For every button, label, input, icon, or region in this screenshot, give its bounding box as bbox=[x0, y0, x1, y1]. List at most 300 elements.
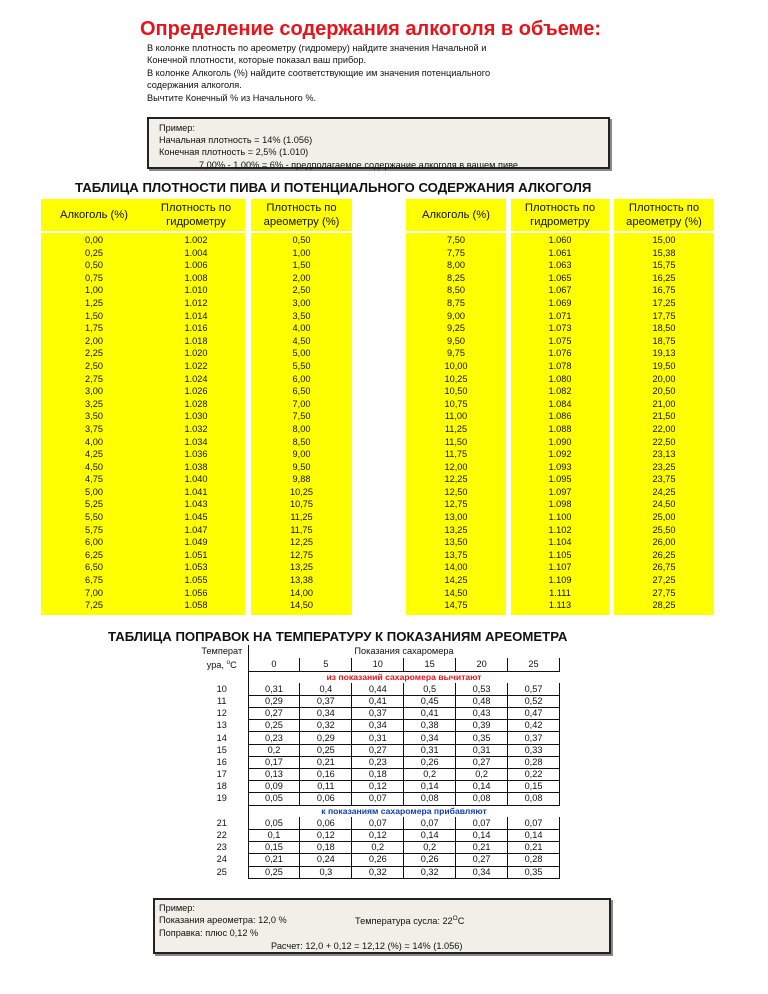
right-areometer-cell: 18,50 bbox=[652, 323, 676, 334]
left-areometer-cell: 1,50 bbox=[292, 260, 311, 271]
left-alcohol-cell: 2,00 bbox=[85, 335, 103, 346]
correction-cell: 0,14 bbox=[508, 829, 560, 841]
correction-cell: 0,2 bbox=[456, 769, 508, 781]
right-hydrometer-cell: 1.102 bbox=[548, 524, 572, 535]
correction-cell: 0,24 bbox=[300, 854, 352, 866]
right-areometer-cell: 22,00 bbox=[652, 423, 676, 434]
temperature-cell: 10 bbox=[196, 683, 248, 695]
right-alcohol-cell: 7,50 bbox=[447, 235, 465, 245]
right-areometer-cell: 15,00 bbox=[652, 235, 676, 245]
left-hydrometer-cell: 1.047 bbox=[184, 524, 208, 535]
right-areometer-cell: 24,25 bbox=[652, 486, 676, 497]
right-hydrometer-cell: 1.065 bbox=[548, 272, 572, 283]
left-areometer-cell: 13,38 bbox=[290, 575, 313, 586]
right-hydrometer-cell: 1.097 bbox=[548, 486, 572, 497]
correction-cell: 0,26 bbox=[404, 854, 456, 866]
left-areometer-cell: 13,25 bbox=[290, 562, 313, 573]
right-alcohol-cell: 11,50 bbox=[444, 436, 468, 447]
example-box-2 bbox=[153, 898, 611, 954]
left-alcohol-cell: 6,00 bbox=[85, 537, 103, 548]
sugar-column-header: 20 bbox=[456, 658, 508, 671]
example2-wort-temp bbox=[355, 915, 464, 926]
right-areometer-cell: 15,38 bbox=[652, 247, 676, 258]
right-alcohol-cell: 9,75 bbox=[447, 348, 465, 359]
intro-line-1: В колонке плотность по ареометру (гидромеру) найдите значения Начальной и bbox=[147, 43, 487, 53]
right-alcohol-cell: 10,25 bbox=[444, 373, 468, 384]
intro-line-2: Конечной плотности, которые показал ваш прибор. bbox=[147, 55, 367, 65]
right-hydrometer-cell: 1.086 bbox=[548, 411, 572, 422]
temperature-cell: 17 bbox=[196, 769, 248, 781]
right-hydrometer-cell: 1.063 bbox=[548, 260, 572, 271]
correction-cell: 0,2 bbox=[352, 842, 404, 854]
right-hydrometer-cell: 1.071 bbox=[548, 310, 572, 321]
correction-cell: 0,34 bbox=[456, 866, 508, 878]
right-hydrometer-cell: 1.082 bbox=[548, 386, 572, 397]
right-alcohol-cell: 9,00 bbox=[447, 310, 465, 321]
left-hydrometer-cell: 1.056 bbox=[184, 587, 208, 598]
right-alcohol-cell: 9,25 bbox=[447, 323, 465, 334]
correction-cell: 0,18 bbox=[352, 769, 404, 781]
example1-final: Конечная плотность = 2,5% (1.010) bbox=[159, 147, 309, 158]
left-alcohol-cell: 3,00 bbox=[85, 386, 103, 397]
correction-cell: 0,34 bbox=[404, 732, 456, 744]
temperature-cell: 19 bbox=[196, 793, 248, 805]
left-areometer-cell: 9,88 bbox=[292, 474, 311, 485]
right-alcohol-cell: 14,50 bbox=[444, 587, 468, 598]
temperature-cell: 15 bbox=[196, 744, 248, 756]
right-hydrometer-cell: 1.067 bbox=[548, 285, 572, 296]
right-areometer-cell: 27,75 bbox=[652, 587, 676, 598]
correction-cell: 0,05 bbox=[248, 793, 300, 805]
left-alcohol-cell: 2,50 bbox=[85, 360, 103, 371]
left-areometer-cell: 2,50 bbox=[292, 285, 311, 296]
left-hydrometer-cell: 1.049 bbox=[184, 537, 208, 548]
left-areometer-cell: 1,00 bbox=[292, 247, 311, 258]
right-areometer-cell: 26,75 bbox=[652, 562, 676, 573]
left-hydrometer-cell: 1.024 bbox=[184, 373, 208, 384]
right-hydrometer-cell: 1.105 bbox=[548, 549, 572, 560]
left-alcohol-cell: 5,25 bbox=[85, 499, 103, 510]
correction-cell: 0,14 bbox=[404, 829, 456, 841]
right-alcohol-cell: 14,00 bbox=[444, 562, 468, 573]
correction-cell: 0,45 bbox=[404, 695, 456, 707]
right-hydrometer-cell: 1.075 bbox=[548, 335, 572, 346]
correction-cell: 0,22 bbox=[508, 769, 560, 781]
right-alcohol-cell: 13,75 bbox=[444, 549, 468, 560]
temperature-table-title: ТАБЛИЦА ПОПРАВОК НА ТЕМПЕРАТУРУ К ПОКАЗАНИЯМ АРЕОМЕТРА bbox=[108, 629, 568, 644]
correction-cell: 0,31 bbox=[352, 732, 404, 744]
left-areometer-cell: 11,25 bbox=[290, 512, 313, 523]
header-hydrometer-left-l2: гидрометру bbox=[166, 216, 226, 228]
left-hydrometer-cell: 1.016 bbox=[184, 323, 208, 334]
correction-cell: 0,11 bbox=[300, 781, 352, 793]
correction-cell: 0,27 bbox=[456, 756, 508, 768]
left-hydrometer-cell: 1.006 bbox=[184, 260, 208, 271]
temperature-cell: 25 bbox=[196, 866, 248, 878]
left-hydrometer-cell: 1.018 bbox=[184, 335, 208, 346]
intro-line-5: Вычтите Конечный % из Начального %. bbox=[147, 93, 317, 103]
right-areometer-cell: 17,25 bbox=[652, 297, 676, 308]
left-alcohol-cell: 5,00 bbox=[85, 486, 103, 497]
left-areometer-cell: 7,50 bbox=[292, 411, 311, 422]
temp-unit: С bbox=[230, 660, 237, 670]
left-alcohol-cell: 6,25 bbox=[85, 549, 103, 560]
left-alcohol-cell: 1,00 bbox=[85, 285, 103, 296]
temperature-cell: 22 bbox=[196, 829, 248, 841]
left-alcohol-cell: 0,75 bbox=[85, 272, 103, 283]
left-areometer-cell: 3,00 bbox=[292, 297, 311, 308]
left-hydrometer-cell: 1.038 bbox=[184, 461, 208, 472]
correction-cell: 0,26 bbox=[352, 854, 404, 866]
correction-cell: 0,2 bbox=[404, 842, 456, 854]
correction-cell: 0,34 bbox=[352, 720, 404, 732]
subtract-label: из показаний сахаромера вычитают bbox=[326, 671, 482, 682]
header-areometer-left bbox=[251, 199, 352, 231]
left-alcohol-cell: 1,25 bbox=[85, 297, 103, 308]
left-areometer-cell: 6,00 bbox=[292, 373, 311, 384]
left-hydrometer-cell: 1.012 bbox=[184, 297, 208, 308]
left-hydrometer-cell: 1.040 bbox=[184, 474, 208, 485]
correction-cell: 0,12 bbox=[352, 781, 404, 793]
left-alcohol-cell: 3,50 bbox=[85, 411, 103, 422]
example2-reading: Показания ареометра: 12,0 % bbox=[159, 915, 287, 925]
correction-cell: 0,08 bbox=[508, 793, 560, 805]
correction-cell: 0,35 bbox=[456, 732, 508, 744]
left-hydrometer-cell: 1.032 bbox=[184, 423, 208, 434]
example2-heading: Пример: bbox=[159, 903, 195, 913]
correction-cell: 0,41 bbox=[404, 708, 456, 720]
left-alcohol-cell: 5,75 bbox=[85, 524, 103, 535]
temperature-correction-table bbox=[196, 645, 560, 879]
correction-cell: 0,09 bbox=[248, 781, 300, 793]
right-hydrometer-cell: 1.095 bbox=[548, 474, 572, 485]
left-areometer-cell: 2,00 bbox=[292, 272, 311, 283]
right-hydrometer-cell: 1.078 bbox=[548, 360, 572, 371]
correction-cell: 0,43 bbox=[456, 708, 508, 720]
left-areometer-cell: 10,75 bbox=[290, 499, 313, 510]
right-areometer-cell: 23,25 bbox=[652, 461, 676, 472]
right-areometer-cell: 20,00 bbox=[652, 373, 676, 384]
right-areometer-cell: 16,25 bbox=[652, 272, 676, 283]
left-hydrometer-cell: 1.008 bbox=[184, 272, 208, 283]
correction-cell: 0,42 bbox=[508, 720, 560, 732]
correction-cell: 0,2 bbox=[404, 769, 456, 781]
correction-cell: 0,14 bbox=[404, 781, 456, 793]
right-hydrometer-cell: 1.098 bbox=[548, 499, 572, 510]
correction-cell: 0,32 bbox=[404, 866, 456, 878]
correction-cell: 0,08 bbox=[456, 793, 508, 805]
correction-cell: 0,52 bbox=[508, 695, 560, 707]
example2-correction: Поправка: плюс 0,12 % bbox=[159, 928, 259, 938]
correction-cell: 0,41 bbox=[352, 695, 404, 707]
left-alcohol-cell: 1,50 bbox=[85, 310, 103, 321]
right-hydrometer-cell: 1.113 bbox=[548, 600, 572, 611]
header-hydrometer-right-l1: Плотность по bbox=[524, 202, 596, 214]
correction-cell: 0,28 bbox=[508, 756, 560, 768]
right-hydrometer-cell: 1.076 bbox=[548, 348, 572, 359]
header-hydrometer-left bbox=[147, 199, 245, 231]
correction-cell: 0,15 bbox=[508, 781, 560, 793]
left-areometer-cell: 5,00 bbox=[292, 348, 311, 359]
left-areometer-cell: 5,50 bbox=[292, 360, 311, 371]
left-hydrometer-cell: 1.014 bbox=[184, 310, 208, 321]
left-areometer-cell: 3,50 bbox=[292, 310, 311, 321]
right-hydrometer-cell: 1.060 bbox=[548, 235, 572, 245]
left-alcohol-cell: 4,75 bbox=[85, 474, 103, 485]
correction-cell: 0,31 bbox=[404, 744, 456, 756]
header-areometer-left-l1: Плотность по bbox=[266, 202, 337, 214]
correction-cell: 0,37 bbox=[300, 695, 352, 707]
left-alcohol-cell: 3,25 bbox=[85, 398, 103, 409]
right-areometer-cell: 24,50 bbox=[652, 499, 676, 510]
correction-cell: 0,4 bbox=[300, 683, 352, 695]
correction-cell: 0,21 bbox=[456, 842, 508, 854]
right-alcohol-cell: 9,50 bbox=[447, 335, 465, 346]
right-hydrometer-cell: 1.090 bbox=[548, 436, 572, 447]
right-areometer-cell: 26,25 bbox=[652, 549, 676, 560]
correction-cell: 0,14 bbox=[456, 829, 508, 841]
left-areometer-cell: 12,25 bbox=[290, 537, 313, 548]
correction-cell: 0,13 bbox=[248, 769, 300, 781]
right-hydrometer-cell: 1.080 bbox=[548, 373, 572, 384]
temperature-cell: 21 bbox=[196, 817, 248, 829]
temp-header-l2: ура, bbox=[206, 660, 224, 670]
correction-cell: 0,07 bbox=[352, 793, 404, 805]
right-hydrometer-cell: 1.100 bbox=[548, 512, 572, 523]
right-areometer-cell: 18,75 bbox=[652, 335, 676, 346]
correction-cell: 0,27 bbox=[456, 854, 508, 866]
left-alcohol-cell: 0,50 bbox=[85, 260, 103, 271]
left-hydrometer-cell: 1.028 bbox=[184, 398, 208, 409]
table-row bbox=[196, 720, 560, 732]
right-alcohol-cell: 14,75 bbox=[444, 600, 468, 611]
right-hydrometer-cell: 1.084 bbox=[548, 398, 572, 409]
correction-cell: 0,31 bbox=[248, 683, 300, 695]
example1-result: 7,00% - 1,00% = 6% - предполагаемое содержание алкоголя в вашем пиве. bbox=[199, 159, 521, 170]
column-alcohol-left bbox=[41, 233, 147, 615]
correction-cell: 0,25 bbox=[248, 866, 300, 878]
left-alcohol-cell: 0,00 bbox=[85, 235, 103, 245]
right-areometer-cell: 19,13 bbox=[652, 348, 676, 359]
right-areometer-cell: 28,25 bbox=[652, 600, 676, 611]
temperature-cell: 14 bbox=[196, 732, 248, 744]
right-areometer-cell: 22,50 bbox=[652, 436, 676, 447]
table-row bbox=[196, 781, 560, 793]
right-alcohol-cell: 12,50 bbox=[444, 486, 468, 497]
left-hydrometer-cell: 1.043 bbox=[184, 499, 208, 510]
correction-cell: 0,34 bbox=[300, 708, 352, 720]
correction-cell: 0,17 bbox=[248, 756, 300, 768]
correction-cell: 0,18 bbox=[300, 842, 352, 854]
correction-cell: 0,48 bbox=[456, 695, 508, 707]
right-alcohol-cell: 7,75 bbox=[447, 247, 465, 258]
left-areometer-cell: 14,50 bbox=[290, 600, 313, 611]
correction-cell: 0,37 bbox=[352, 708, 404, 720]
right-alcohol-cell: 11,25 bbox=[444, 423, 468, 434]
correction-cell: 0,12 bbox=[300, 829, 352, 841]
left-alcohol-cell: 3,75 bbox=[85, 423, 103, 434]
correction-cell: 0,2 bbox=[248, 744, 300, 756]
example2-degree: О bbox=[452, 915, 458, 922]
table-row bbox=[196, 769, 560, 781]
left-alcohol-cell: 4,25 bbox=[85, 449, 103, 460]
left-hydrometer-cell: 1.045 bbox=[184, 512, 208, 523]
page-title: Определение содержания алкоголя в объеме: bbox=[140, 18, 602, 40]
right-alcohol-cell: 12,25 bbox=[444, 474, 468, 485]
table-row bbox=[196, 829, 560, 841]
correction-cell: 0,15 bbox=[248, 842, 300, 854]
left-areometer-cell: 11,75 bbox=[290, 524, 313, 535]
header-areometer-right-l2: ареометру (%) bbox=[626, 216, 702, 228]
correction-cell: 0,23 bbox=[248, 732, 300, 744]
right-alcohol-cell: 8,50 bbox=[447, 285, 465, 296]
example1-heading: Пример: bbox=[159, 123, 195, 133]
correction-cell: 0,31 bbox=[456, 744, 508, 756]
header-areometer-left-l2: ареометру (%) bbox=[263, 216, 340, 228]
header-hydrometer-right-l2: гидрометру bbox=[530, 216, 590, 228]
left-areometer-cell: 12,75 bbox=[290, 549, 313, 560]
correction-cell: 0,27 bbox=[248, 708, 300, 720]
correction-cell: 0,23 bbox=[352, 756, 404, 768]
correction-cell: 0,28 bbox=[508, 854, 560, 866]
example2-temp-unit: С bbox=[457, 916, 465, 926]
left-alcohol-cell: 6,50 bbox=[85, 562, 103, 573]
right-alcohol-cell: 12,75 bbox=[444, 499, 468, 510]
left-hydrometer-cell: 1.022 bbox=[184, 360, 208, 371]
temperature-cell: 12 bbox=[196, 708, 248, 720]
right-areometer-cell: 23,13 bbox=[652, 449, 676, 460]
left-alcohol-cell: 1,75 bbox=[85, 323, 103, 334]
correction-cell: 0,47 bbox=[508, 708, 560, 720]
right-alcohol-cell: 10,50 bbox=[444, 386, 468, 397]
correction-cell: 0,38 bbox=[404, 720, 456, 732]
correction-cell: 0,29 bbox=[300, 732, 352, 744]
correction-cell: 0,44 bbox=[352, 683, 404, 695]
correction-cell: 0,27 bbox=[352, 744, 404, 756]
right-hydrometer-cell: 1.107 bbox=[548, 562, 572, 573]
intro-line-4: содержания алкоголя. bbox=[147, 80, 242, 90]
intro-line-3: В колонке Алкоголь (%) найдите соответствующие им значения потенциального bbox=[147, 68, 491, 78]
right-areometer-cell: 16,75 bbox=[652, 285, 676, 296]
correction-cell: 0,1 bbox=[248, 829, 300, 841]
correction-cell: 0,32 bbox=[300, 720, 352, 732]
left-hydrometer-cell: 1.002 bbox=[184, 235, 208, 245]
correction-cell: 0,35 bbox=[508, 866, 560, 878]
table-row bbox=[196, 854, 560, 866]
example2-calculation: Расчет: 12,0 + 0,12 = 12,12 (%) = 14% (1.056) bbox=[271, 941, 463, 951]
right-hydrometer-cell: 1.109 bbox=[548, 575, 572, 586]
right-hydrometer-cell: 1.088 bbox=[548, 423, 572, 434]
left-areometer-cell: 7,00 bbox=[292, 398, 311, 409]
correction-cell: 0,21 bbox=[248, 854, 300, 866]
temp-unit-degree: о bbox=[226, 659, 231, 666]
correction-cell: 0,14 bbox=[456, 781, 508, 793]
left-hydrometer-cell: 1.036 bbox=[184, 449, 208, 460]
sugar-header: Показания сахаромера bbox=[354, 646, 454, 656]
right-hydrometer-cell: 1.104 bbox=[548, 537, 572, 548]
right-alcohol-cell: 14,25 bbox=[444, 575, 468, 586]
right-areometer-cell: 20,50 bbox=[652, 386, 676, 397]
left-areometer-cell: 9,00 bbox=[292, 449, 311, 460]
column-areometer-left bbox=[251, 233, 352, 615]
column-alcohol-right bbox=[406, 233, 506, 615]
left-areometer-cell: 10,25 bbox=[290, 486, 313, 497]
table-row bbox=[196, 866, 560, 878]
correction-cell: 0,53 bbox=[456, 683, 508, 695]
table-row bbox=[196, 817, 560, 829]
temperature-cell: 13 bbox=[196, 720, 248, 732]
left-areometer-cell: 14,00 bbox=[290, 587, 313, 598]
correction-cell: 0,07 bbox=[404, 817, 456, 829]
left-areometer-cell: 9,50 bbox=[292, 461, 311, 472]
correction-cell: 0,32 bbox=[352, 866, 404, 878]
correction-cell: 0,3 bbox=[300, 866, 352, 878]
left-areometer-cell: 6,50 bbox=[292, 386, 311, 397]
table-row bbox=[196, 793, 560, 805]
table-row bbox=[196, 683, 560, 695]
column-hydrometer-right bbox=[511, 233, 609, 615]
correction-cell: 0,07 bbox=[352, 817, 404, 829]
right-hydrometer-cell: 1.093 bbox=[548, 461, 572, 472]
correction-cell: 0,57 bbox=[508, 683, 560, 695]
left-hydrometer-cell: 1.058 bbox=[184, 600, 208, 611]
table-row bbox=[196, 708, 560, 720]
header-hydrometer-left-l1: Плотность по bbox=[160, 202, 232, 214]
right-areometer-cell: 25,00 bbox=[652, 512, 676, 523]
correction-cell: 0,06 bbox=[300, 793, 352, 805]
example2-wort-temp-text: Температура сусла: 22 bbox=[355, 916, 453, 926]
right-alcohol-cell: 8,25 bbox=[447, 272, 465, 283]
right-alcohol-cell: 13,50 bbox=[444, 537, 468, 548]
right-areometer-cell: 21,50 bbox=[652, 411, 676, 422]
left-hydrometer-cell: 1.026 bbox=[184, 386, 208, 397]
correction-cell: 0,26 bbox=[404, 756, 456, 768]
column-areometer-right bbox=[614, 233, 714, 615]
correction-cell: 0,21 bbox=[508, 842, 560, 854]
left-alcohol-cell: 5,50 bbox=[85, 512, 103, 523]
correction-cell: 0,33 bbox=[508, 744, 560, 756]
left-hydrometer-cell: 1.034 bbox=[184, 436, 208, 447]
left-areometer-cell: 4,00 bbox=[292, 323, 311, 334]
right-hydrometer-cell: 1.092 bbox=[548, 449, 572, 460]
left-hydrometer-cell: 1.020 bbox=[184, 348, 208, 359]
header-alcohol-left: Алкоголь (%) bbox=[41, 199, 147, 231]
correction-cell: 0,39 bbox=[456, 720, 508, 732]
correction-cell: 0,21 bbox=[300, 756, 352, 768]
table-row bbox=[196, 756, 560, 768]
left-alcohol-cell: 7,25 bbox=[85, 600, 103, 611]
sugar-column-header: 5 bbox=[300, 658, 352, 671]
right-alcohol-cell: 11,75 bbox=[444, 449, 468, 460]
temperature-cell: 18 bbox=[196, 781, 248, 793]
right-alcohol-cell: 8,00 bbox=[447, 260, 465, 271]
left-hydrometer-cell: 1.053 bbox=[184, 562, 208, 573]
correction-cell: 0,06 bbox=[300, 817, 352, 829]
header-hydrometer-right bbox=[511, 199, 609, 231]
left-alcohol-cell: 7,00 bbox=[85, 587, 103, 598]
right-alcohol-cell: 13,00 bbox=[444, 512, 468, 523]
right-hydrometer-cell: 1.111 bbox=[549, 587, 571, 598]
left-alcohol-cell: 0,25 bbox=[85, 247, 103, 258]
left-hydrometer-cell: 1.004 bbox=[184, 247, 208, 258]
example-box-1 bbox=[147, 117, 610, 169]
temperature-cell: 24 bbox=[196, 854, 248, 866]
header-areometer-right bbox=[614, 199, 714, 231]
column-hydrometer-left bbox=[147, 233, 245, 615]
left-areometer-cell: 0,50 bbox=[292, 235, 311, 245]
right-alcohol-cell: 11,00 bbox=[444, 411, 468, 422]
table-row bbox=[196, 744, 560, 756]
